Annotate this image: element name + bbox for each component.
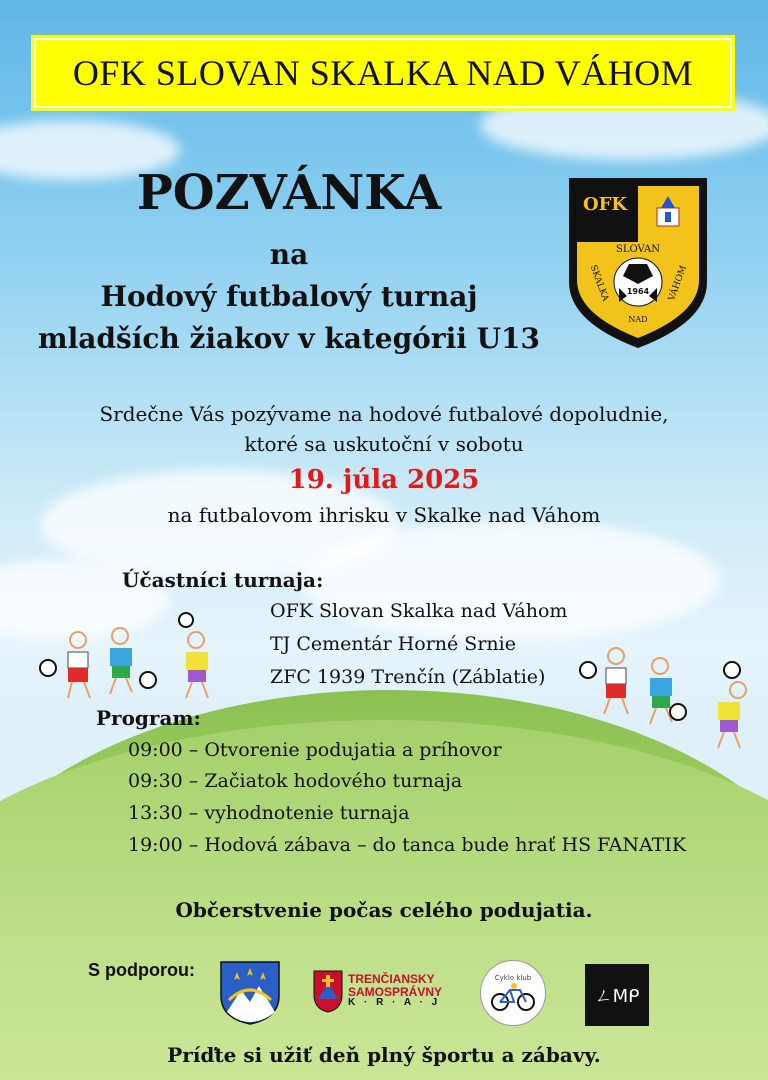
invitation-line-2: ktoré sa uskutoční v sobotu: [244, 432, 524, 456]
page-title: POZVÁNKA: [136, 165, 442, 221]
cycling-club-logo: [480, 960, 546, 1026]
club-crest-logo: [563, 172, 713, 352]
kids-playing-illustration-right: [578, 642, 758, 752]
refreshments-note: Občerstvenie počas celého podujatia.: [175, 898, 593, 922]
svg-text:SLOVAN: SLOVAN: [615, 244, 661, 255]
team-item: TJ Cementár Horné Srnie: [270, 633, 516, 655]
region-name-line-2: SAMOSPRÁVNY: [348, 984, 443, 999]
trencin-region-logo: [312, 968, 446, 1014]
footer-slogan: Príďte si užiť deň plný športu a zábavy.: [167, 1043, 601, 1067]
svg-text:OFK: OFK: [582, 194, 628, 215]
participants-heading: Účastníci turnaja:: [122, 568, 324, 592]
region-name-line-3: K · R · A · J: [348, 997, 441, 1009]
support-label: S podporou:: [88, 960, 195, 980]
invitation-location: na futbalovom ihrisku v Skalke nad Váhom: [167, 503, 601, 527]
bicycle-icon: [490, 982, 536, 1012]
svg-text:1964: 1964: [626, 287, 650, 296]
invitation-line-1: Srdečne Vás pozývame na hodové futbalové dopoludnie,: [99, 402, 669, 426]
event-date: 19. júla 2025: [288, 465, 480, 495]
program-item: 19:00 – Hodová zábava – do tanca bude hrať HS FANATIK: [128, 834, 687, 856]
club-name: OFK SLOVAN SKALKA NAD VÁHOM: [72, 53, 694, 93]
municipality-coat-of-arms-logo: [219, 960, 281, 1026]
region-name-line-1: TRENČIANSKY: [348, 972, 435, 987]
kid-illustration: [168, 612, 228, 702]
cloud: [300, 520, 720, 640]
tournament-category: mladších žiakov v kategórii U13: [37, 322, 541, 355]
program-item: 09:30 – Začiatok hodového turnaja: [128, 770, 463, 792]
region-shield-icon: [312, 969, 344, 1013]
svg-text:NAD: NAD: [628, 315, 648, 324]
program-heading: Program:: [96, 706, 201, 730]
svg-text:SKALKA: SKALKA: [587, 263, 611, 303]
program-item: 09:00 – Otvorenie podujatia a príhovor: [128, 739, 502, 761]
program-item: 13:30 – vyhodnotenie turnaja: [128, 802, 410, 824]
club-banner: [34, 38, 732, 108]
dark-sponsor-text: ㄥMᑭ: [594, 986, 640, 1007]
svg-text:VÁHOM: VÁHOM: [667, 264, 690, 303]
cycling-club-text: Cyklo klub: [494, 974, 532, 982]
team-item: OFK Slovan Skalka nad Váhom: [270, 600, 568, 622]
heading-na: na: [269, 238, 309, 271]
kids-playing-illustration-left: [36, 618, 166, 708]
dark-sponsor-logo: [585, 964, 649, 1026]
tournament-name: Hodový futbalový turnaj: [100, 280, 478, 313]
team-item: ZFC 1939 Trenčín (Záblatie): [270, 666, 546, 688]
